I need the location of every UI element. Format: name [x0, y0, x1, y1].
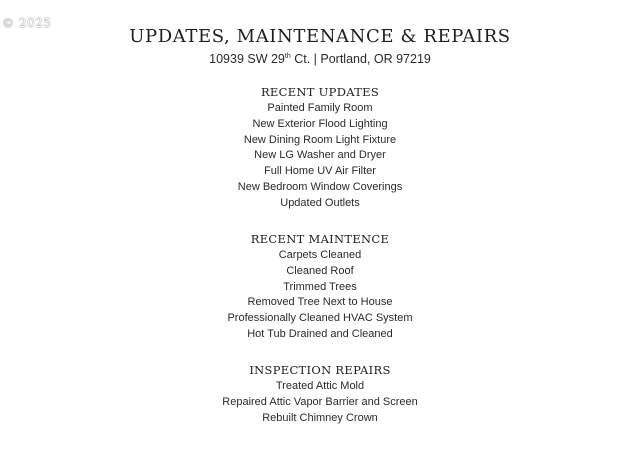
page-title: UPDATES, MAINTENANCE & REPAIRS: [129, 26, 511, 47]
list-item: Repaired Attic Vapor Barrier and Screen: [222, 395, 418, 408]
list-item: New LG Washer and Dryer: [254, 149, 386, 162]
section-inspection-repairs: [0, 361, 640, 426]
list-item: Professionally Cleaned HVAC System: [227, 312, 413, 325]
list-item: Trimmed Trees: [283, 280, 357, 293]
property-address: [0, 52, 640, 66]
section-recent-updates: [0, 83, 640, 212]
section-heading: INSPECTION REPAIRS: [249, 363, 391, 377]
address-ordinal-suffix: th: [284, 53, 291, 60]
copyright-watermark: © 2025: [2, 16, 52, 30]
list-item: New Bedroom Window Coverings: [237, 180, 403, 193]
list-item: Updated Outlets: [280, 196, 360, 209]
address-suffix: Ct. | Portland, OR 97219: [290, 52, 431, 66]
list-item: Treated Attic Mold: [275, 380, 365, 392]
list-item: Rebuilt Chimney Crown: [262, 411, 378, 424]
list-item: Painted Family Room: [267, 102, 373, 114]
section-heading: RECENT MAINTENCE: [250, 232, 390, 246]
list-item: Hot Tub Drained and Cleaned: [247, 327, 393, 340]
list-item: New Dining Room Light Fixture: [243, 133, 397, 146]
address-prefix: 10939 SW 29: [209, 52, 285, 66]
list-item: Removed Tree Next to House: [247, 296, 393, 309]
list-item: New Exterior Flood Lighting: [252, 117, 388, 130]
section-recent-maintenance: [0, 230, 640, 343]
list-item: Carpets Cleaned: [278, 249, 362, 261]
list-item: Full Home UV Air Filter: [264, 165, 376, 178]
section-heading: RECENT UPDATES: [260, 85, 380, 99]
list-item: Cleaned Roof: [286, 264, 354, 277]
